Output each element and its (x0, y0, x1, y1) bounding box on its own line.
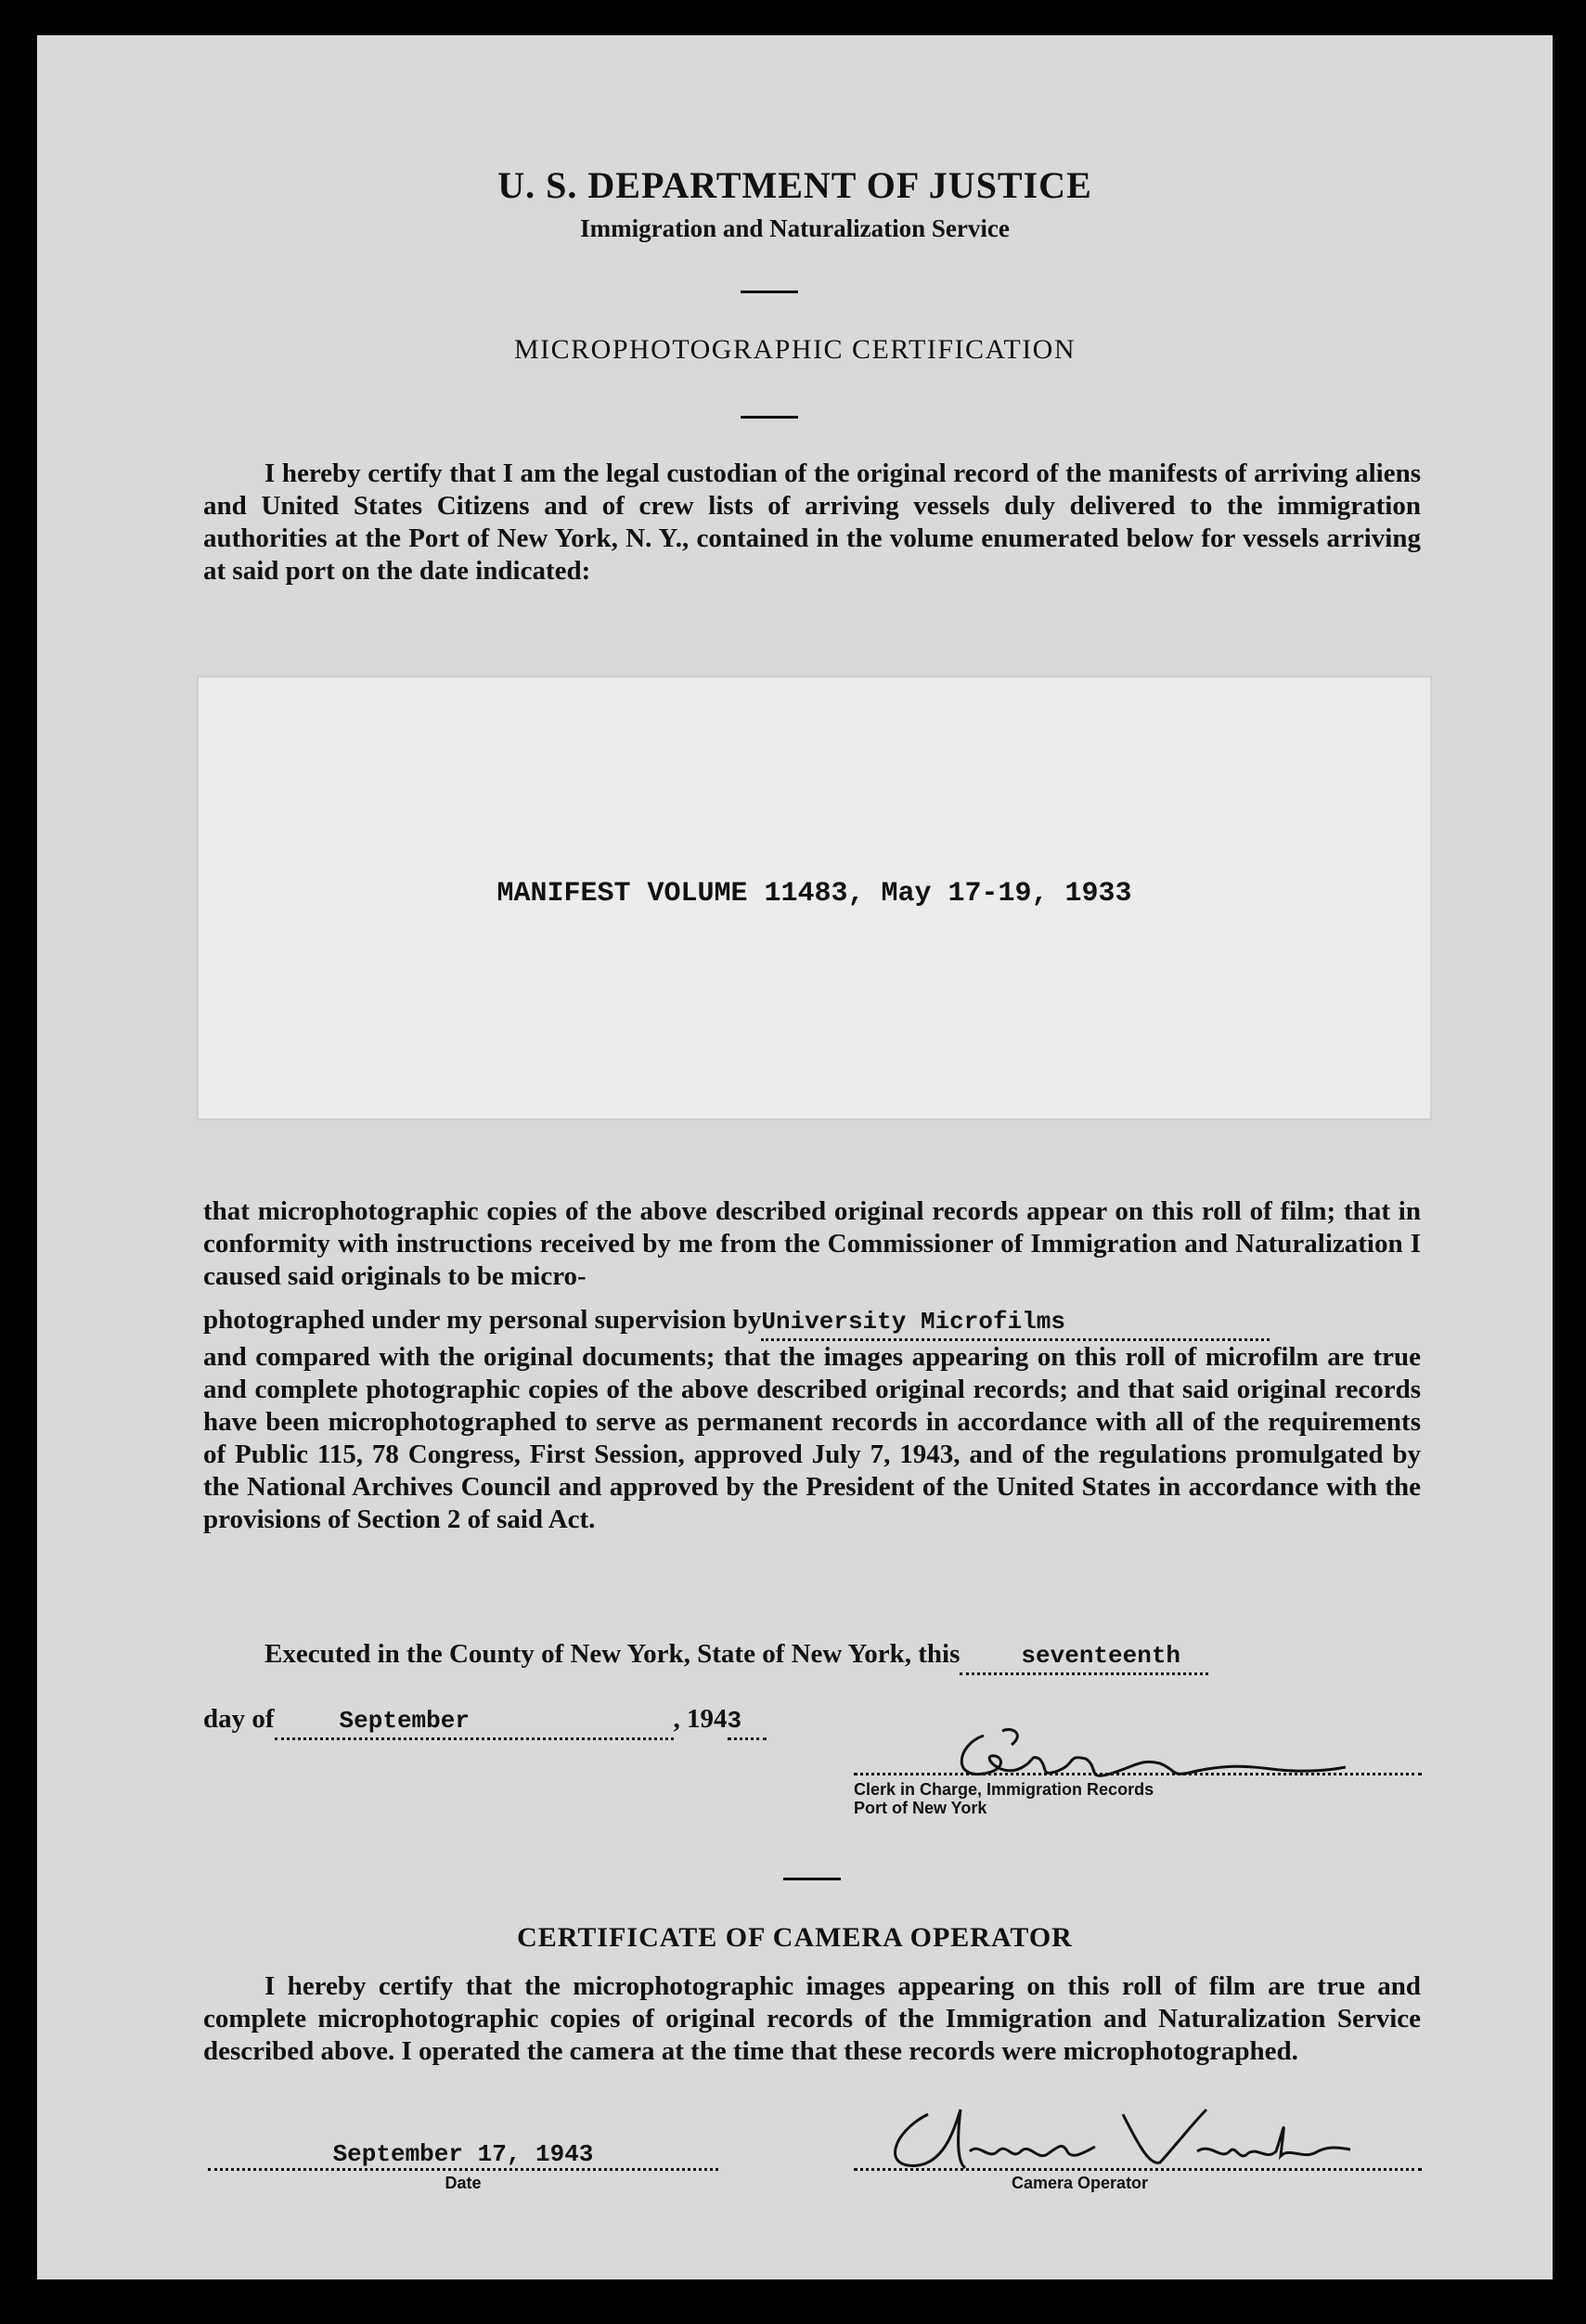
date-line-rule (208, 2168, 718, 2171)
divider (741, 290, 798, 293)
certificate-page (37, 35, 1553, 2279)
day-field (960, 1638, 1208, 1675)
intro-text: I hereby certify that I am the legal custodian of the original record of the manifests of arriving aliens and United States Citizens and of crew lists of arriving vessels duly delivered to the immigration authorities at the Port of New York, N. Y., contained in the volume enumerated below for vessels arriving at said port on the date indicated: (203, 458, 1421, 586)
executed-line (203, 1638, 1421, 1675)
manifest-volume: MANIFEST VOLUME 11483, May 17-19, 1933 (496, 877, 1132, 910)
camera-operator-text: I hereby certify that the microphotographic images appearing on this roll of film are true and complete microphotographic copies of original records of the Immigration and Naturalization Service described above. I operated the camera at the time that these records were microphotographed. (203, 1971, 1421, 2066)
camera-operator-paragraph (203, 1970, 1421, 2068)
clerk-title-line-2: Port of New York (854, 1799, 987, 1817)
supervision-line (203, 1304, 1421, 1341)
service-subheading: Immigration and Naturalization Service (580, 214, 1010, 242)
department-heading: U. S. DEPARTMENT OF JUSTICE (497, 164, 1092, 206)
body-text-a: that microphotographic copies of the above described original records appear on this roll of film; that in conformity with instructions received by me from the Commissioner of Immigration and Naturalization I caused said originals to be micro- (203, 1196, 1421, 1291)
year-field (728, 1703, 767, 1740)
camera-operator-signature (872, 2096, 1355, 2179)
certification-body (203, 1195, 1421, 1536)
supervision-label: photographed under my personal supervision by (203, 1305, 762, 1335)
operator-label: Camera Operator (1012, 2174, 1149, 2192)
photographer-value: University Microfilms (761, 1308, 1065, 1336)
intro-paragraph (203, 458, 1421, 587)
clerk-title-line-1: Clerk in Charge, Immigration Records (854, 1780, 1154, 1799)
photographer-field (761, 1304, 1270, 1341)
month-field (275, 1703, 674, 1740)
date-label: Date (445, 2174, 482, 2192)
divider (741, 416, 798, 419)
date-value: September 17, 1943 (332, 2140, 594, 2168)
day-of-label: day of (203, 1704, 275, 1734)
year-prefix: , 194 (673, 1704, 728, 1734)
date-field (208, 2140, 718, 2168)
divider (783, 1878, 841, 1880)
clerk-title (854, 1780, 1154, 1817)
executed-label: Executed in the County of New York, State of New York, this (264, 1639, 961, 1669)
volume-box (197, 676, 1432, 1120)
month-value: September (339, 1707, 470, 1735)
operator-signature-line (854, 2168, 1422, 2171)
year-value: 3 (727, 1707, 742, 1735)
form-title: MICROPHOTOGRAPHIC CERTIFICATION (513, 334, 1077, 365)
date-line (203, 1703, 871, 1740)
day-value: seventeenth (1021, 1642, 1181, 1670)
camera-operator-heading: CERTIFICATE OF CAMERA OPERATOR (517, 1922, 1073, 1953)
body-text-c: and compared with the original documents; that the images appearing on this roll of microfilm are true and complete photographic copies of the above described original records; and that said original records have been microphotographed to serve as permanent records in accordance with all of the requirements of Public 115, 78 Congress, First Session, approved July 7, 1943, and of the regulations promulgated by the National Archives Council and approved by the President of the United States in accordance with the provisions of Section 2 of said Act. (203, 1342, 1421, 1534)
